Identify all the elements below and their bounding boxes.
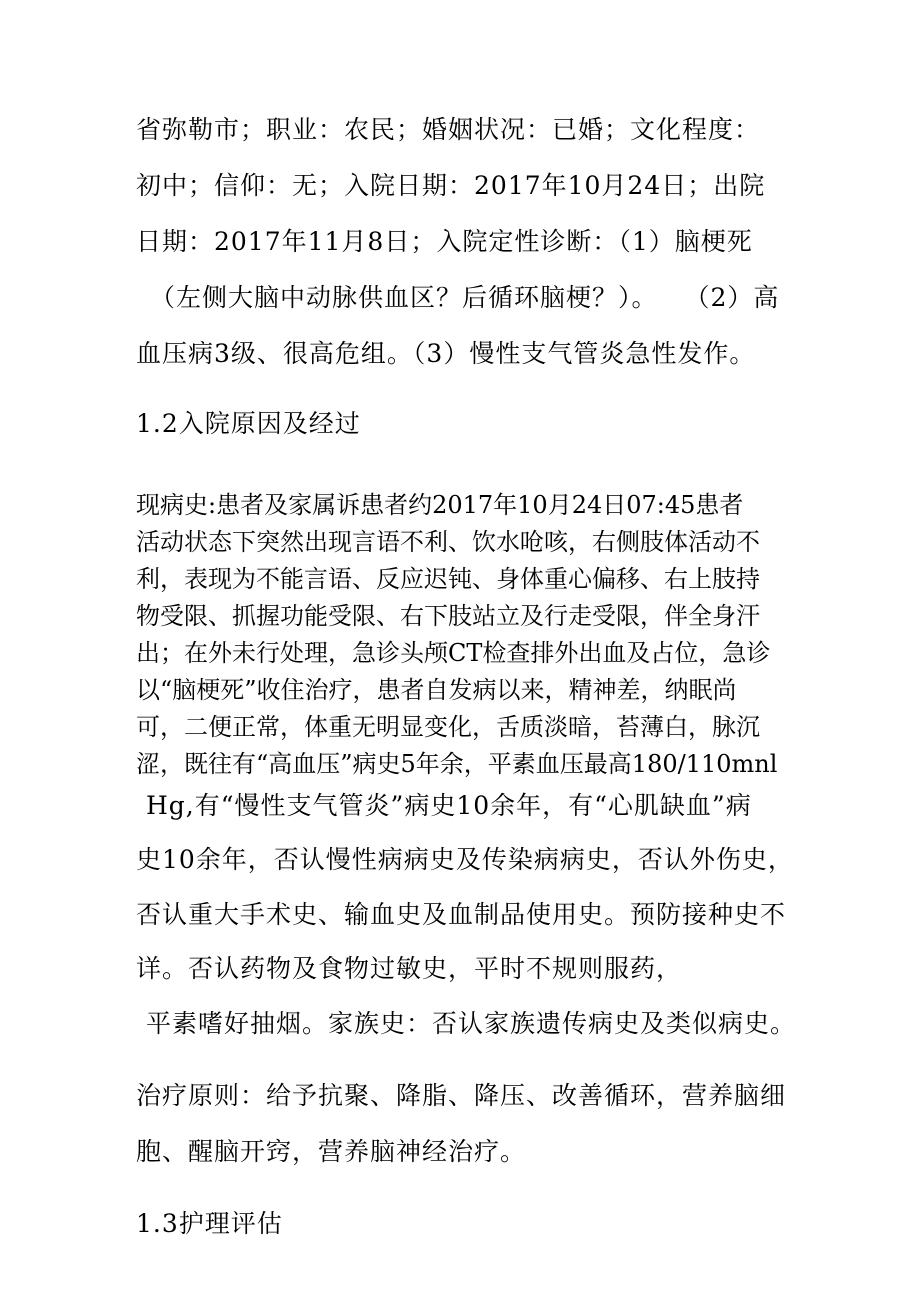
intro-line-3: 日期：2017年11月8日；入院定性诊断：（1）脑梗死 <box>136 227 753 256</box>
history-line-12: 详。否认药物及食物过敏史，平时不规则服药， <box>136 954 683 983</box>
history-line-4: 物受限、抓握功能受限、右下肢站立及行走受限，伴全身汗 <box>136 602 760 630</box>
intro-line-2: 初中；信仰：无；入院日期：2017年10月24日；出院 <box>136 171 766 200</box>
section-heading-1-3: 1.3护理评估 <box>136 1209 283 1238</box>
intro-line-1: 省弥勒市；职业：农民；婚姻状况：已婚；文化程度： <box>136 115 761 144</box>
history-line-7: 可，二便正常，体重无明显变化，舌质淡暗，苔薄白，脉沉 <box>136 713 760 741</box>
intro-line-4: （左侧大脑中动脉供血区？后循环脑梗？）。 （2）高 <box>150 283 780 312</box>
history-line-11: 否认重大手术史、输血史及血制品使用史。预防接种史不 <box>136 900 787 929</box>
history-line-9: Hg,有“慢性支气管炎”病史10余年，有“心肌缺血”病 <box>146 791 752 820</box>
history-line-2: 活动状态下突然出现言语不利、饮水呛咳，右侧肢体活动不 <box>136 528 760 556</box>
history-line-8: 涩，既往有“高血压”病史5年余，平素血压最高180/110mnl <box>136 750 778 778</box>
history-line-3: 利，表现为不能言语、反应迟钝、身体重心偏移、右上肢持 <box>136 565 760 593</box>
history-line-5: 出；在外未行处理，急诊头颅CT检查排外出血及占位，急诊 <box>136 639 771 667</box>
history-line-1: 现病史:患者及家属诉患者约2017年10月24日07:45患者 <box>136 491 744 519</box>
treatment-line-2: 胞、醒脑开窍，营养脑神经治疗。 <box>136 1137 527 1166</box>
section-heading-1-2: 1.2入院原因及经过 <box>136 409 361 438</box>
treatment-line-1: 治疗原则：给予抗聚、降脂、降压、改善循环，营养脑细 <box>136 1081 787 1110</box>
history-line-10: 史10余年，否认慢性病病史及传染病病史，否认外伤史， <box>136 845 794 874</box>
history-line-13: 平素嗜好抽烟。家族史：否认家族遗传病史及类似病史。 <box>146 1009 797 1038</box>
history-line-6: 以“脑梗死”收住治疗，患者自发病以来，精神差，纳眠尚 <box>136 676 737 704</box>
intro-line-5: 血压病3级、很高危组。（3）慢性支气管炎急性发作。 <box>136 339 756 368</box>
